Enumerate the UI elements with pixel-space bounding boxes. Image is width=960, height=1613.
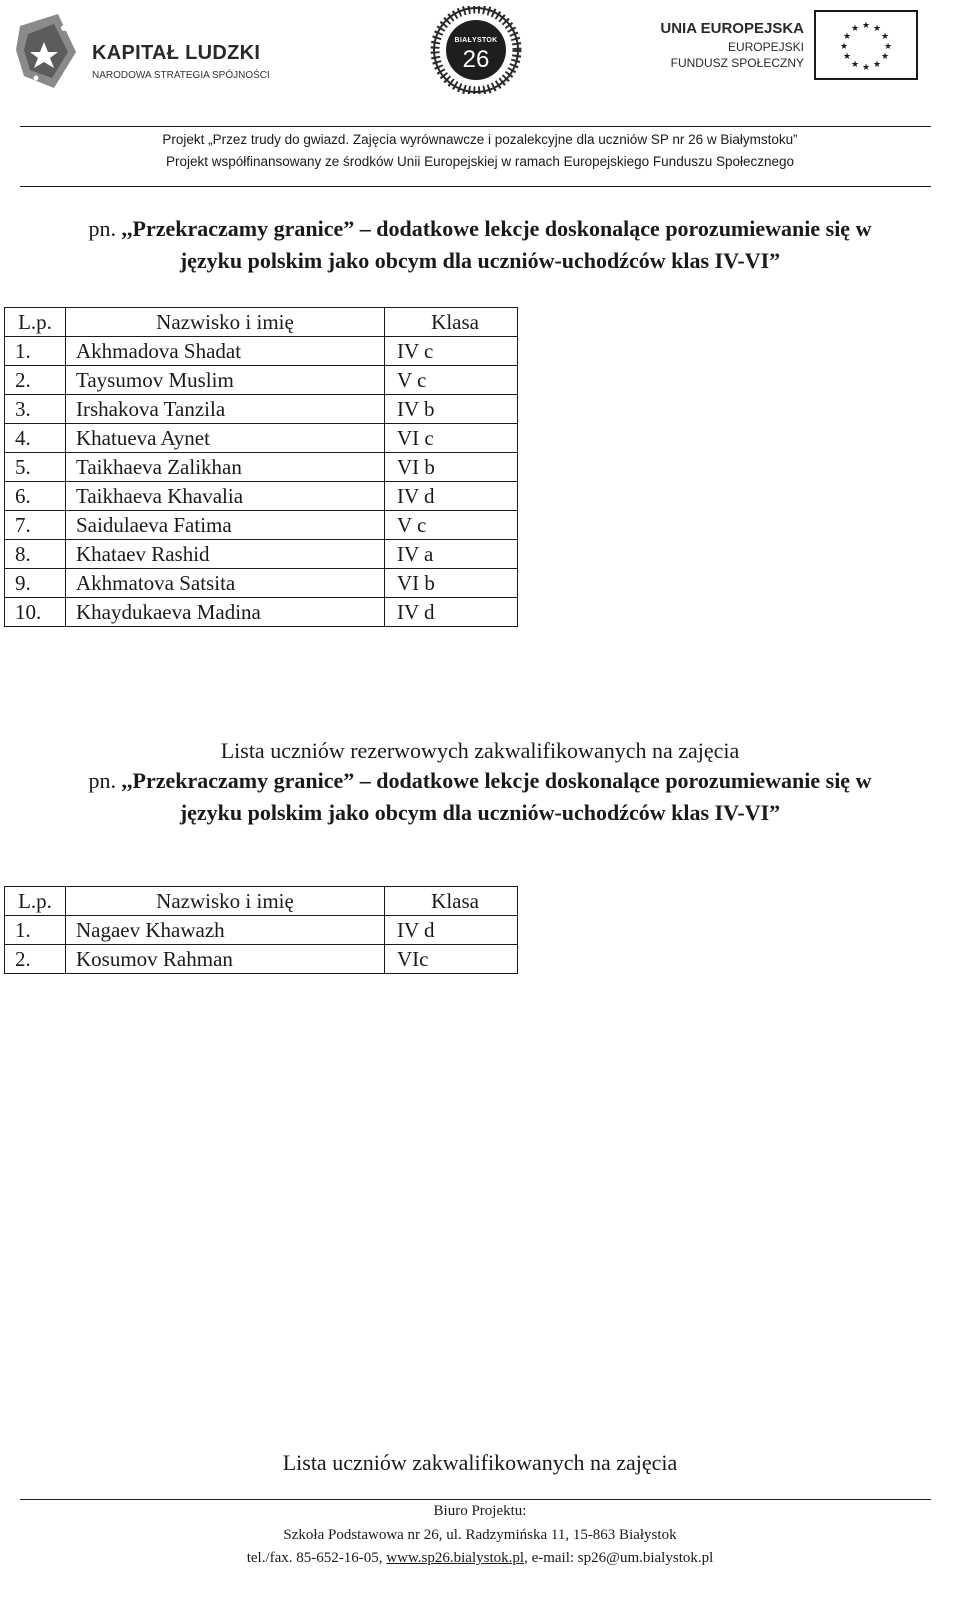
svg-text:★: ★ bbox=[839, 42, 849, 52]
row-name: Akhmadova Shadat bbox=[66, 337, 385, 366]
svg-text:★: ★ bbox=[872, 60, 882, 70]
table-row bbox=[5, 916, 518, 945]
table-header-row bbox=[5, 887, 518, 916]
row-lp: 1. bbox=[5, 916, 66, 945]
footer-phone: tel./fax. 85-652-16-05, bbox=[246, 1550, 387, 1566]
column-header-class: Klasa bbox=[385, 887, 518, 916]
svg-text:★: ★ bbox=[883, 42, 893, 52]
eu-logo-line3: FUNDUSZ SPOŁECZNY bbox=[670, 56, 804, 70]
table-row bbox=[5, 569, 518, 598]
banner-bottom-rule bbox=[20, 186, 931, 187]
row-lp: 2. bbox=[5, 366, 66, 395]
table-header-row bbox=[5, 308, 518, 337]
reserve-list-title: Lista uczniów rezerwowych zakwalifikowanych na zajęcia bbox=[220, 738, 740, 763]
row-name: Taikhaeva Khavalia bbox=[66, 482, 385, 511]
row-class: IV b bbox=[385, 395, 518, 424]
main-list-heading-title: ,,Przekraczamy granice” – dodatkowe lekcje doskonalące porozumiewanie się w bbox=[121, 216, 872, 241]
row-lp: 4. bbox=[5, 424, 66, 453]
column-header-lp: L.p. bbox=[5, 887, 66, 916]
svg-text:★: ★ bbox=[872, 24, 882, 34]
row-name: Kosumov Rahman bbox=[66, 945, 385, 974]
table-row bbox=[5, 337, 518, 366]
row-class: VI b bbox=[385, 453, 518, 482]
svg-text:★: ★ bbox=[842, 52, 852, 62]
footer-website-link[interactable]: www.sp26.bialystok.pl bbox=[386, 1550, 525, 1566]
row-name: Khataev Rashid bbox=[66, 540, 385, 569]
eu-logo-line2: EUROPEJSKI bbox=[727, 40, 804, 54]
column-header-class: Klasa bbox=[385, 308, 518, 337]
svg-text:★: ★ bbox=[880, 32, 890, 42]
row-name: Taysumov Muslim bbox=[66, 366, 385, 395]
row-lp: 8. bbox=[5, 540, 66, 569]
eu-flag-icon bbox=[814, 10, 918, 80]
column-header-lp: L.p. bbox=[5, 308, 66, 337]
eu-logo-title: UNIA EUROPEJSKA bbox=[660, 20, 804, 37]
row-class: IV d bbox=[385, 598, 518, 627]
svg-text:★: ★ bbox=[861, 21, 871, 31]
footer-email: , e-mail: sp26@um.bialystok.pl bbox=[524, 1550, 714, 1566]
row-class: IV c bbox=[385, 337, 518, 366]
row-class: IV d bbox=[385, 916, 518, 945]
table-row bbox=[5, 424, 518, 453]
svg-text:★: ★ bbox=[880, 52, 890, 62]
row-lp: 1. bbox=[5, 337, 66, 366]
main-list-heading-line2: języku polskim jako obcym dla uczniów-uchodźców klas IV-VI” bbox=[179, 248, 781, 273]
table-row bbox=[5, 945, 518, 974]
row-lp: 10. bbox=[5, 598, 66, 627]
row-name: Akhmatova Satsita bbox=[66, 569, 385, 598]
table-row bbox=[5, 540, 518, 569]
row-name: Saidulaeva Fatima bbox=[66, 511, 385, 540]
row-lp: 5. bbox=[5, 453, 66, 482]
row-lp: 7. bbox=[5, 511, 66, 540]
row-class: VI c bbox=[385, 424, 518, 453]
banner-cofinancing-note: Projekt współfinansowany ze środków Unii Europejskiej w ramach Europejskiego Funduszu Społecznego bbox=[165, 154, 795, 169]
table-row bbox=[5, 453, 518, 482]
main-list-heading-prefix: pn. bbox=[88, 216, 122, 241]
table-row bbox=[5, 598, 518, 627]
row-lp: 6. bbox=[5, 482, 66, 511]
reserve-list-heading-line1 bbox=[0, 768, 960, 794]
row-name: Nagaev Khawazh bbox=[66, 916, 385, 945]
kapital-ludzki-logo bbox=[14, 12, 270, 92]
school-badge-number: 26 bbox=[462, 46, 490, 73]
kapital-ludzki-subtitle: NARODOWA STRATEGIA SPÓJNOŚCI bbox=[92, 70, 270, 81]
row-lp: 2. bbox=[5, 945, 66, 974]
reserve-list-heading-prefix: pn. bbox=[88, 768, 122, 793]
row-class: VI b bbox=[385, 569, 518, 598]
school-badge-logo bbox=[428, 6, 524, 94]
table-row bbox=[5, 366, 518, 395]
eu-logo bbox=[652, 10, 922, 82]
row-class: V c bbox=[385, 366, 518, 395]
column-header-name: Nazwisko i imię bbox=[66, 308, 385, 337]
main-students-table bbox=[4, 307, 518, 627]
footer-contact bbox=[0, 1550, 960, 1567]
row-class: IV d bbox=[385, 482, 518, 511]
row-class: V c bbox=[385, 511, 518, 540]
kapital-ludzki-emblem-icon bbox=[14, 12, 80, 90]
reserve-students-table bbox=[4, 886, 518, 974]
footer-address: Szkoła Podstawowa nr 26, ul. Radzymińska 11, 15-863 Białystok bbox=[283, 1527, 677, 1543]
footer-office-label: Biuro Projektu: bbox=[433, 1503, 527, 1519]
main-list-heading-line1 bbox=[0, 216, 960, 242]
kapital-ludzki-title: KAPITAŁ LUDZKI bbox=[92, 42, 261, 64]
school-badge-city: BIAŁYSTOK bbox=[454, 37, 498, 44]
table-row bbox=[5, 395, 518, 424]
table-row bbox=[5, 511, 518, 540]
row-class: VIc bbox=[385, 945, 518, 974]
reserve-list-heading-title: ,,Przekraczamy granice” – dodatkowe lekcje doskonalące porozumiewanie się w bbox=[121, 768, 872, 793]
qualified-list-title: Lista uczniów zakwalifikowanych na zajęcia bbox=[282, 1450, 678, 1475]
reserve-list-heading-line2: języku polskim jako obcym dla uczniów-uchodźców klas IV-VI” bbox=[179, 800, 781, 825]
row-name: Khatueva Aynet bbox=[66, 424, 385, 453]
banner-top-rule bbox=[20, 126, 931, 127]
row-name: Taikhaeva Zalikhan bbox=[66, 453, 385, 482]
row-lp: 9. bbox=[5, 569, 66, 598]
table-row bbox=[5, 482, 518, 511]
row-name: Khaydukaeva Madina bbox=[66, 598, 385, 627]
footer-rule bbox=[20, 1499, 931, 1500]
column-header-name: Nazwisko i imię bbox=[66, 887, 385, 916]
svg-text:★: ★ bbox=[850, 24, 860, 34]
svg-text:★: ★ bbox=[850, 60, 860, 70]
row-class: IV a bbox=[385, 540, 518, 569]
svg-text:★: ★ bbox=[842, 32, 852, 42]
row-lp: 3. bbox=[5, 395, 66, 424]
row-name: Irshakova Tanzila bbox=[66, 395, 385, 424]
svg-text:★: ★ bbox=[861, 63, 871, 73]
banner-project-title: Projekt „Przez trudy do gwiazd. Zajęcia wyrównawcze i pozalekcyjne dla uczniów SP nr 26 w Białymstoku” bbox=[162, 132, 798, 147]
